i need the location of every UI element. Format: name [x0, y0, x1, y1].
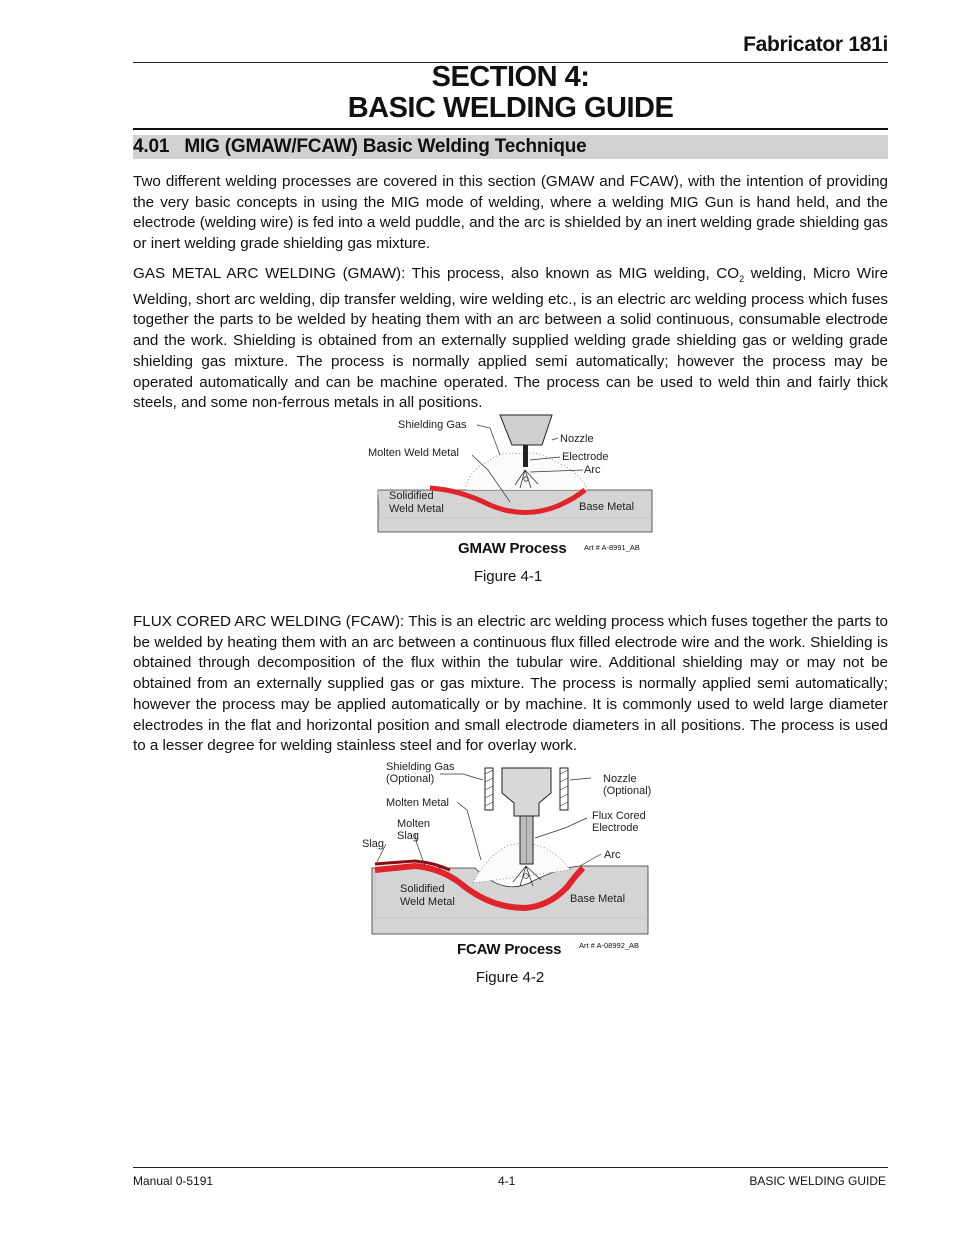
footer-manual: Manual 0-5191: [133, 1174, 214, 1188]
fcaw-label-arc: Arc: [604, 849, 621, 861]
fcaw-label-slag: Slag: [362, 838, 385, 850]
fcaw-label-molten-metal: Molten Metal: [386, 797, 449, 809]
co2-subscript: 2: [739, 274, 745, 285]
fcaw-label-base-metal: Base Metal: [570, 893, 626, 905]
product-name: Fabricator 181i: [743, 33, 888, 56]
fcaw-paragraph: FLUX CORED ARC WELDING (FCAW): This is an electric arc welding process which fuses together the parts to be welded by heating them with an arc between a continuous flux filled electrode wire and the work. Shielding is obtained through decomposition of the flux within the tubular wire. Additional shielding may or may not be obtained from an externally supplied gas or gas mixture. The process is normally applied semi automatically; however the process may be applied automatically or by machine. It is commonly used to weld large diameter electrodes in the flat and horizontal position and small electrode diameters in all positions. The process is used to a lesser degree for welding stainless steel and for overlay work.: [133, 613, 888, 755]
fcaw-art-number: Art # A-08992_AB: [579, 941, 640, 950]
section-title: [133, 62, 888, 124]
section-title-line2: BASIC WELDING GUIDE: [347, 92, 674, 124]
gmaw-nozzle: [500, 415, 552, 445]
gmaw-art-number: Art # A-8991_AB: [584, 543, 640, 552]
figure-4-1-caption: Figure 4-1: [473, 568, 543, 585]
gmaw-label-electrode: Electrode: [562, 451, 609, 463]
fcaw-label-flux-cored-2: Electrode: [592, 822, 639, 834]
footer-section: BASIC WELDING GUIDE: [749, 1174, 886, 1188]
fcaw-diagram: [355, 758, 665, 938]
fcaw-label-shielding-gas-2: (Optional): [386, 773, 435, 785]
fcaw-process-title: FCAW Process: [457, 941, 562, 958]
gmaw-label-base-metal: Base Metal: [579, 501, 635, 513]
gmaw-paragraph: [133, 264, 888, 414]
fcaw-label-nozzle-2: (Optional): [603, 785, 652, 797]
footer-page-number: 4-1: [498, 1174, 516, 1188]
fcaw-label-solidified-1: Solidified: [400, 883, 445, 895]
subsection-title: 4.01 MIG (GMAW/FCAW) Basic Welding Technique: [133, 136, 587, 157]
gmaw-label-molten-weld-metal: Molten Weld Metal: [368, 447, 459, 459]
gmaw-label-shielding-gas: Shielding Gas: [398, 419, 467, 431]
fcaw-label-shielding-gas-1: Shielding Gas: [386, 761, 455, 773]
gmaw-electrode: [523, 445, 528, 467]
footer-rule: [133, 1167, 888, 1168]
section-title-line1: SECTION 4:: [431, 61, 590, 93]
gmaw-process-title: GMAW Process: [458, 540, 567, 557]
gmaw-label-arc: Arc: [584, 464, 601, 476]
fcaw-label-flux-cored-1: Flux Cored: [592, 810, 646, 822]
intro-paragraph: Two different welding processes are covered in this section (GMAW and FCAW), with the intention of providing the very basic concepts in using the MIG mode of welding, where a welding MIG Gun is hand held, and the electrode (welding wire) is fed into a weld puddle, and the arc is shielded by an inert welding grade shielding gas or inert welding grade shielding gas mixture.: [133, 173, 888, 253]
gmaw-diagram: [360, 410, 660, 535]
section-rule: [133, 128, 888, 130]
gmaw-text-b: welding, Micro Wire Welding, short arc welding, dip transfer welding, wire welding etc., is an electric arc welding process which fuses together the parts to be welded by heating them with an arc between a solid continuous, consumable electrode and the work. Shielding is obtained from an externally supplied welding grade shielding gas or welding grade shielding gas mixture. The process is normally applied semi automatically; however the process may be operated automatically and can be machine operated. The process can be used to weld thin and fairly thick steels, and some non-ferrous metals in all positions.: [133, 265, 889, 412]
fcaw-label-solidified-2: Weld Metal: [400, 896, 455, 908]
fcaw-label-molten-slag-1: Molten: [397, 818, 431, 830]
fcaw-label-nozzle-1: Nozzle: [603, 773, 637, 785]
fcaw-label-molten-slag-2: Slag: [397, 830, 420, 842]
gmaw-label-solidified-2: Weld Metal: [389, 503, 444, 515]
gmaw-label-nozzle: Nozzle: [560, 433, 594, 445]
gmaw-text-a: GAS METAL ARC WELDING (GMAW): This process, also known as MIG welding, CO: [133, 265, 740, 282]
fcaw-contact-tip: [502, 768, 551, 816]
gmaw-label-solidified-1: Solidified: [389, 490, 434, 502]
figure-4-2-caption: Figure 4-2: [475, 969, 545, 986]
